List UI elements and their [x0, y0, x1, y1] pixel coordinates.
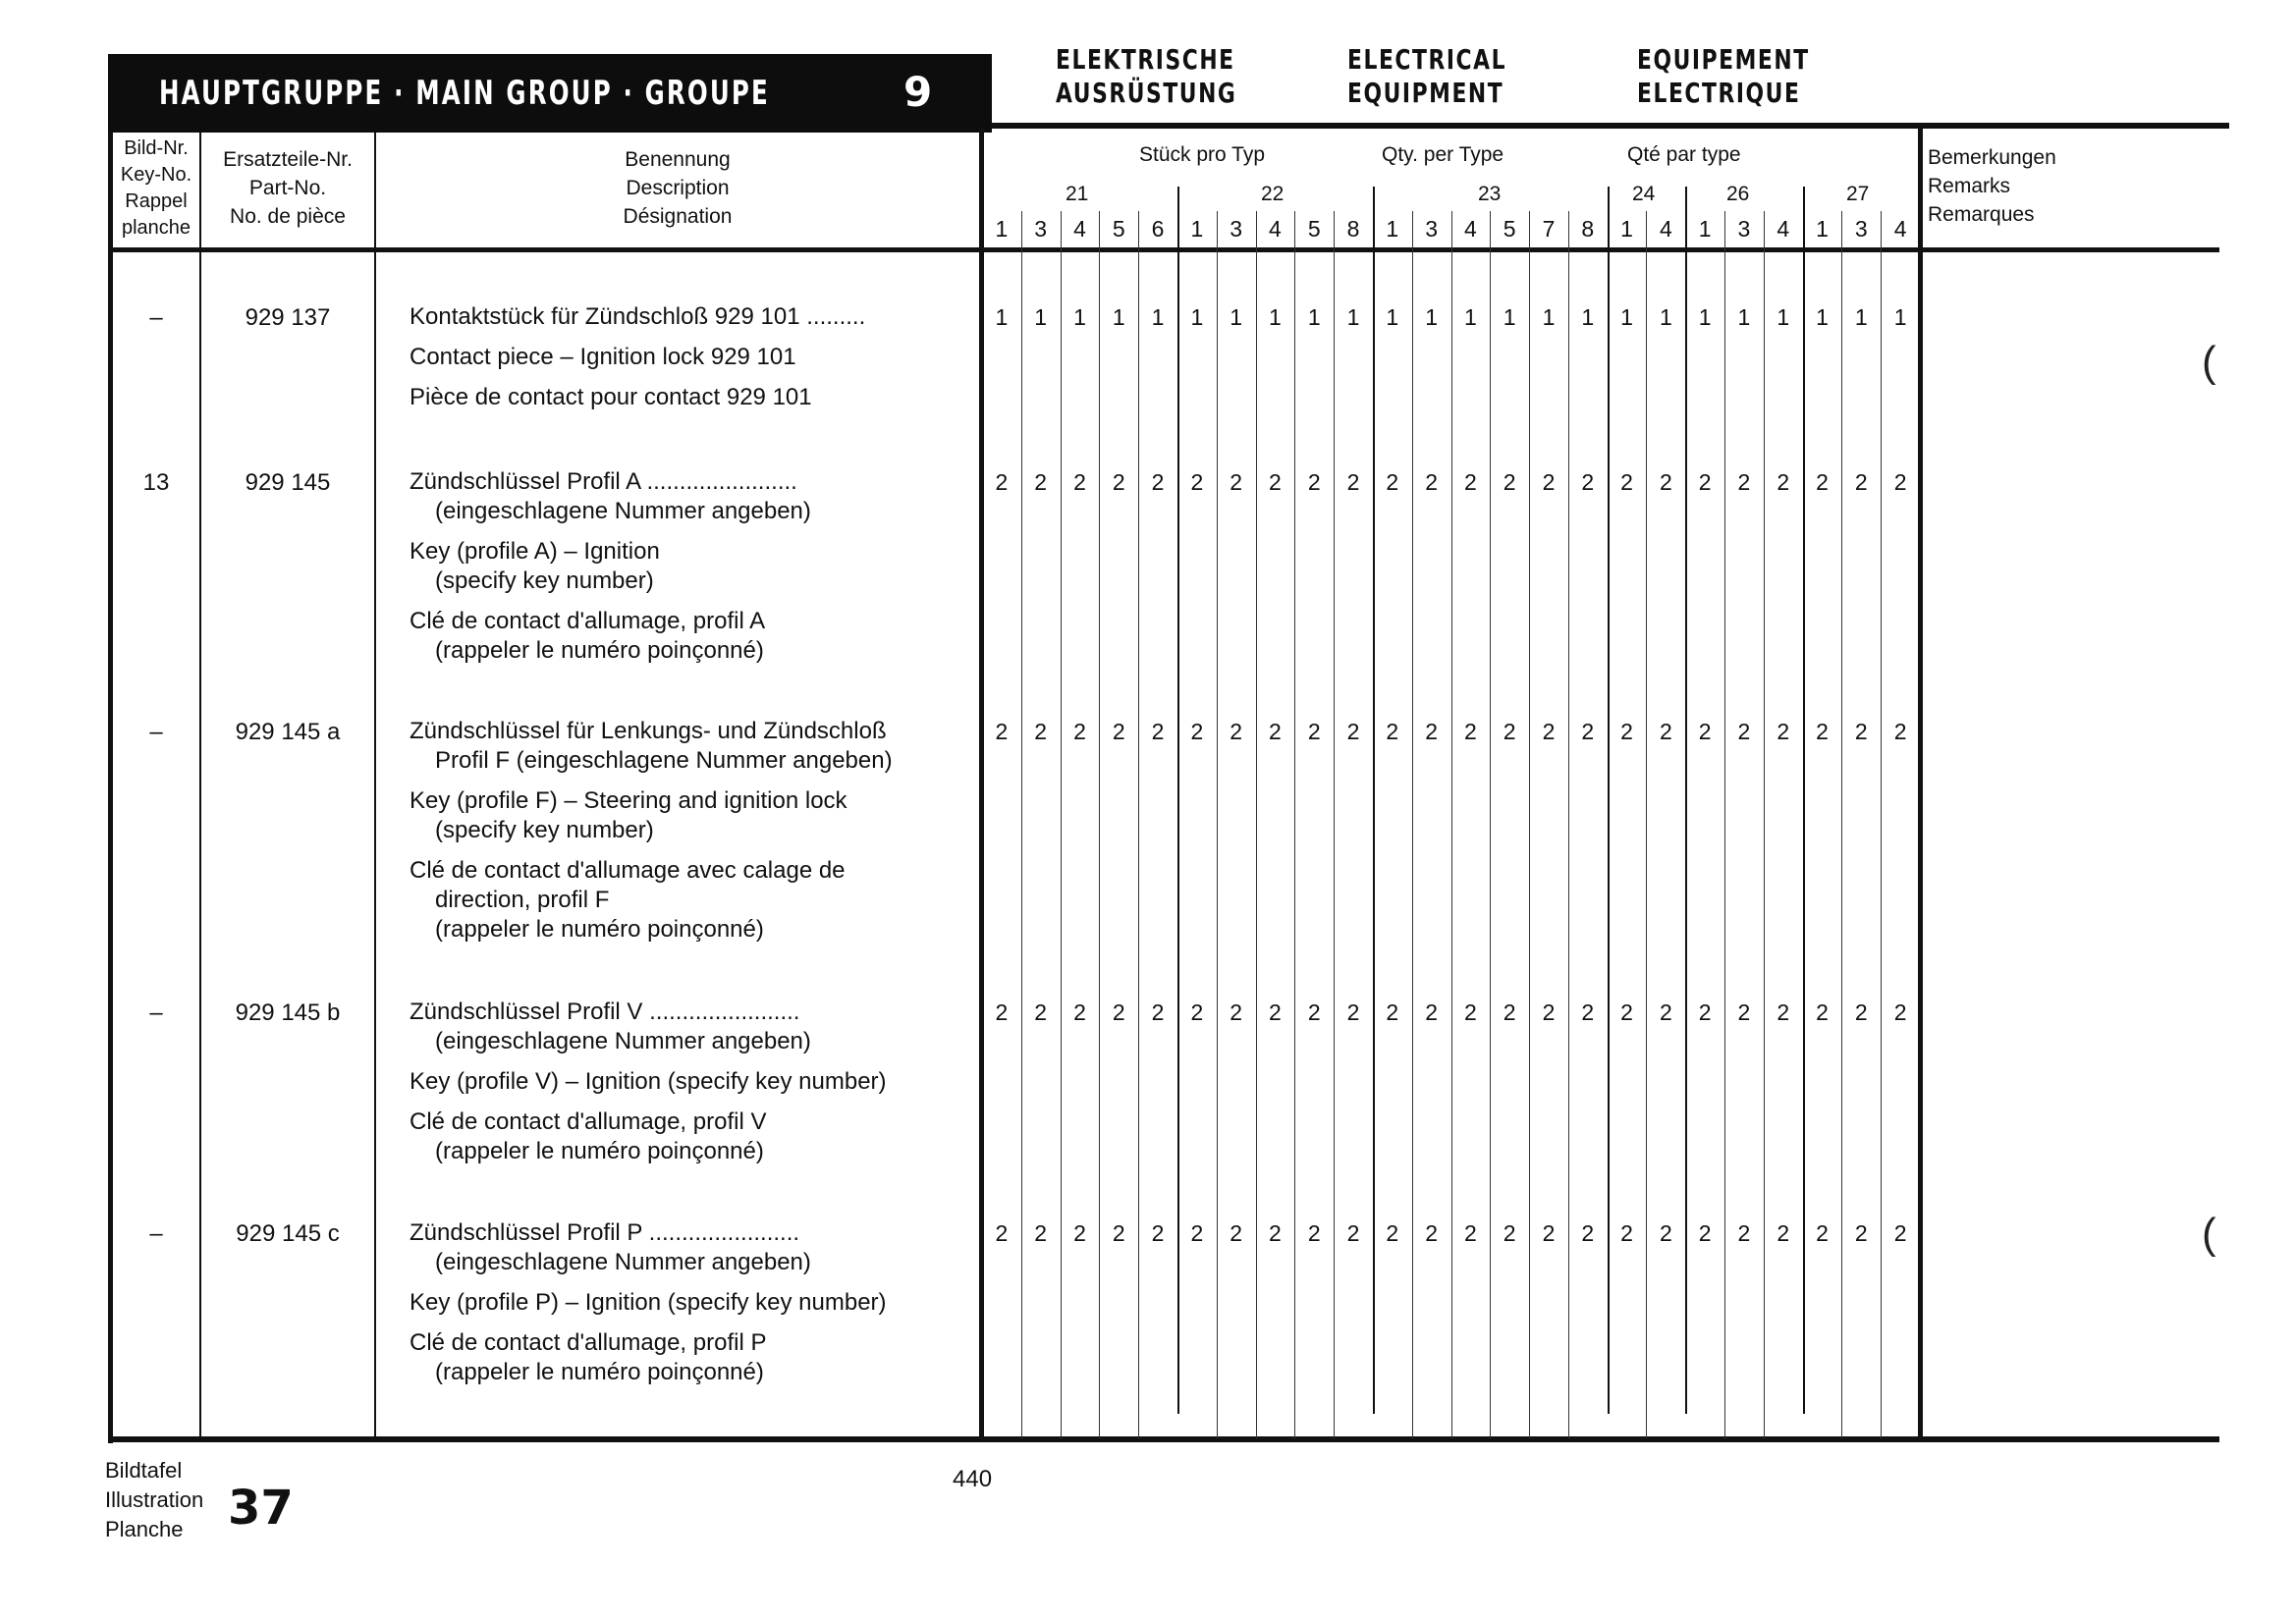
qty-value: 2 [1854, 1220, 1868, 1246]
qty-column-divider [1646, 211, 1647, 1438]
qty-row [982, 469, 1920, 496]
part-no: 929 145 b [235, 999, 341, 1026]
qty-value: 2 [1854, 999, 1868, 1025]
type-variant: 3 [1854, 216, 1868, 242]
plate-labels: Bildtafel Illustration Planche [105, 1458, 204, 1541]
qty-value: 1 [1503, 304, 1516, 330]
qty-value: 2 [1503, 469, 1516, 495]
qty-value: 2 [1151, 1220, 1165, 1246]
header-remarks: Bemerkungen Remarks Remarques [1928, 146, 2056, 226]
qty-value: 1 [1698, 304, 1712, 330]
qty-value: 2 [1425, 999, 1438, 1025]
key-no: – [149, 1220, 163, 1247]
qty-value: 2 [1269, 999, 1282, 1025]
type-variant: 1 [1386, 216, 1399, 242]
qty-value: 2 [1777, 719, 1790, 744]
type-variant: 8 [1346, 216, 1360, 242]
description-line: Zündschlüssel Profil P ....................... [410, 1219, 800, 1246]
qty-value: 2 [1737, 719, 1751, 744]
header-qty-fr: Qté par type [1627, 143, 1741, 166]
description-line: Kontaktstück für Zündschloß 929 101 ......... [410, 303, 866, 330]
qty-value: 2 [1777, 1220, 1790, 1246]
qty-column-divider [1841, 211, 1842, 1438]
qty-value: 2 [1777, 469, 1790, 495]
qty-value: 1 [1542, 304, 1556, 330]
qty-value: 2 [1659, 1220, 1672, 1246]
description-line: (eingeschlagene Nummer angeben) [435, 498, 811, 524]
key-no: 13 [142, 469, 170, 496]
qty-value: 2 [1698, 469, 1712, 495]
qty-value: 2 [1425, 719, 1438, 744]
divider-part-desc [374, 133, 376, 1438]
qty-value: 2 [1307, 719, 1321, 744]
type-variant: 3 [1034, 216, 1048, 242]
header-qty-de: Stück pro Typ [1139, 143, 1266, 166]
qty-value: 2 [1034, 719, 1048, 744]
part-no: 929 145 a [235, 719, 341, 745]
qty-value: 2 [1893, 999, 1907, 1025]
qty-value: 2 [1230, 719, 1243, 744]
description-line: Pièce de contact pour contact 929 101 [410, 384, 812, 410]
description-line: (eingeschlagene Nummer angeben) [435, 1028, 811, 1054]
qty-value: 1 [1854, 304, 1868, 330]
part-description [410, 717, 893, 945]
qty-value: 2 [1190, 999, 1204, 1025]
qty-value: 1 [1269, 304, 1282, 330]
header-qty-en: Qty. per Type [1382, 143, 1504, 166]
type-variant: 1 [1816, 216, 1829, 242]
qty-value: 2 [1737, 999, 1751, 1025]
qty-value: 1 [1151, 304, 1165, 330]
qty-column-divider [1021, 211, 1022, 1438]
qty-row [982, 1220, 1920, 1247]
qty-value: 2 [1816, 999, 1829, 1025]
qty-value: 2 [1073, 469, 1086, 495]
qty-value: 2 [1386, 1220, 1399, 1246]
qty-value: 1 [1893, 304, 1907, 330]
qty-value: 2 [1112, 999, 1125, 1025]
qty-row [982, 999, 1920, 1026]
qty-column-divider [1099, 211, 1100, 1438]
description-line: Clé de contact d'allumage, profil V [410, 1108, 767, 1135]
qty-value: 2 [1034, 469, 1048, 495]
qty-value: 2 [1581, 1220, 1595, 1246]
section-title-de: ELEKTRISCHE AUSRÜSTUNG [1056, 43, 1237, 109]
type-variant: 5 [1112, 216, 1125, 242]
qty-value: 2 [1112, 469, 1125, 495]
qty-value: 2 [1542, 999, 1556, 1025]
qty-column-divider [1334, 211, 1335, 1438]
qty-value: 2 [1307, 1220, 1321, 1246]
qty-value: 2 [1698, 1220, 1712, 1246]
type-variant: 4 [1777, 216, 1790, 242]
type-variant: 4 [1269, 216, 1282, 242]
qty-value: 2 [1463, 1220, 1477, 1246]
qty-value: 1 [1620, 304, 1633, 330]
key-no: – [149, 999, 163, 1026]
type-variant: 4 [1073, 216, 1086, 242]
description-line: (specify key number) [435, 817, 654, 843]
qty-value: 2 [1659, 719, 1672, 744]
section-title-en: ELECTRICAL EQUIPMENT [1347, 43, 1507, 109]
qty-value: 2 [1854, 469, 1868, 495]
qty-value: 2 [1503, 999, 1516, 1025]
header-bottom-rule [108, 247, 2219, 252]
description-line: Key (profile P) – Ignition (specify key number) [410, 1289, 887, 1316]
qty-column-divider [1490, 211, 1491, 1438]
qty-value: 2 [1777, 999, 1790, 1025]
header-part-no: Ersatzteile-Nr. Part-No. No. de pièce [223, 148, 353, 228]
qty-value: 2 [1386, 999, 1399, 1025]
qty-column-divider [1061, 211, 1062, 1438]
qty-value: 2 [1073, 1220, 1086, 1246]
qty-column-divider [1881, 211, 1882, 1438]
qty-value: 2 [1269, 719, 1282, 744]
qty-value: 1 [1346, 304, 1360, 330]
qty-value: 1 [1659, 304, 1672, 330]
description-line: (rappeler le numéro poinçonné) [435, 637, 764, 664]
part-description [410, 998, 887, 1166]
qty-column-divider [1412, 211, 1413, 1438]
main-group-banner [108, 54, 992, 133]
qty-value: 2 [1269, 469, 1282, 495]
qty-value: 2 [1698, 719, 1712, 744]
qty-value: 2 [1854, 719, 1868, 744]
description-line: Zündschlüssel Profil V ....................... [410, 999, 800, 1025]
qty-value: 2 [1816, 719, 1829, 744]
qty-value: 1 [1112, 304, 1125, 330]
qty-value: 1 [1425, 304, 1438, 330]
qty-value: 2 [1425, 1220, 1438, 1246]
qty-value: 2 [1620, 999, 1633, 1025]
banner-title: HAUPTGRUPPE · MAIN GROUP · GROUPE [159, 74, 770, 113]
qty-column-divider [1529, 211, 1530, 1438]
plate-number: 37 [228, 1481, 294, 1536]
qty-value: 2 [1034, 1220, 1048, 1246]
qty-value: 2 [1151, 469, 1165, 495]
qty-value: 2 [1425, 469, 1438, 495]
type-group-23: 23 [1478, 183, 1502, 205]
part-no: 929 137 [245, 304, 331, 331]
type-group-26: 26 [1726, 183, 1750, 205]
qty-value: 2 [1190, 719, 1204, 744]
qty-column-divider [1138, 211, 1139, 1438]
qty-value: 2 [1190, 1220, 1204, 1246]
qty-value: 2 [1581, 469, 1595, 495]
qty-value: 1 [1034, 304, 1048, 330]
qty-value: 2 [1346, 1220, 1360, 1246]
qty-value: 2 [1620, 469, 1633, 495]
qty-value: 2 [1073, 719, 1086, 744]
qty-value: 2 [1542, 719, 1556, 744]
table-bottom-rule [108, 1436, 2219, 1442]
qty-value: 2 [1659, 469, 1672, 495]
qty-row [982, 304, 1920, 331]
type-variant: 3 [1425, 216, 1438, 242]
type-variant: 5 [1307, 216, 1321, 242]
qty-value: 1 [1737, 304, 1751, 330]
qty-value: 2 [1893, 469, 1907, 495]
qty-value: 2 [1893, 719, 1907, 744]
type-group-24: 24 [1632, 183, 1656, 205]
qty-column-divider [1256, 211, 1257, 1438]
type-variant: 4 [1463, 216, 1477, 242]
qty-column-divider [1294, 211, 1295, 1438]
qty-value: 2 [1659, 999, 1672, 1025]
description-line: Key (profile A) – Ignition [410, 538, 660, 565]
qty-value: 2 [1463, 999, 1477, 1025]
qty-value: 2 [1463, 719, 1477, 744]
qty-column-divider [1764, 211, 1765, 1438]
qty-value: 1 [1386, 304, 1399, 330]
qty-value: 2 [1346, 999, 1360, 1025]
qty-value: 2 [1307, 469, 1321, 495]
type-group-27: 27 [1846, 183, 1870, 205]
type-group-21: 21 [1066, 183, 1089, 205]
qty-value: 2 [1112, 1220, 1125, 1246]
qty-value: 1 [1816, 304, 1829, 330]
key-no: – [149, 304, 163, 331]
part-description [410, 1218, 887, 1387]
type-variant: 4 [1659, 216, 1672, 242]
qty-value: 2 [1034, 999, 1048, 1025]
header-key-no: Bild-Nr. Key-No. Rappel planche [120, 137, 192, 239]
qty-value: 2 [1737, 469, 1751, 495]
qty-value: 2 [1269, 1220, 1282, 1246]
description-line: Zündschlüssel Profil A ....................... [410, 468, 797, 495]
description-line: (rappeler le numéro poinçonné) [435, 1359, 764, 1385]
description-line: (specify key number) [435, 567, 654, 594]
description-line: Clé de contact d'allumage, profil A [410, 608, 766, 634]
description-line: Zündschlüssel für Lenkungs- und Zündschloß [410, 718, 887, 744]
qty-value: 2 [1346, 469, 1360, 495]
part-description [410, 467, 811, 666]
type-variant: 4 [1893, 216, 1907, 242]
qty-value: 2 [1737, 1220, 1751, 1246]
type-variant: 3 [1737, 216, 1751, 242]
qty-row [982, 719, 1920, 745]
type-group-22: 22 [1261, 183, 1285, 205]
qty-value: 2 [1503, 1220, 1516, 1246]
type-variant: 1 [1620, 216, 1633, 242]
qty-value: 2 [1151, 999, 1165, 1025]
type-variant: 6 [1151, 216, 1165, 242]
qty-value: 2 [1307, 999, 1321, 1025]
qty-value: 2 [1230, 1220, 1243, 1246]
description-line: Key (profile V) – Ignition (specify key number) [410, 1068, 887, 1095]
qty-value: 2 [1386, 469, 1399, 495]
margin-mark: ( [2202, 1210, 2216, 1258]
qty-value: 1 [1463, 304, 1477, 330]
qty-value: 2 [1816, 1220, 1829, 1246]
description-line: (rappeler le numéro poinçonné) [435, 916, 764, 943]
header-description: Benennung Description Désignation [623, 148, 733, 228]
type-variant: 7 [1542, 216, 1556, 242]
type-variant: 8 [1581, 216, 1595, 242]
qty-value: 2 [995, 719, 1009, 744]
description-line: Key (profile F) – Steering and ignition lock [410, 787, 847, 814]
qty-value: 2 [1893, 1220, 1907, 1246]
qty-value: 2 [995, 999, 1009, 1025]
qty-value: 2 [1190, 469, 1204, 495]
page-number: 440 [953, 1466, 993, 1492]
description-line: Profil F (eingeschlagene Nummer angeben) [435, 747, 893, 774]
qty-column-divider [1724, 211, 1725, 1438]
qty-value: 2 [1581, 999, 1595, 1025]
qty-value: 2 [1073, 999, 1086, 1025]
qty-value: 2 [1386, 719, 1399, 744]
qty-value: 2 [1581, 719, 1595, 744]
part-no: 929 145 [245, 469, 331, 496]
qty-value: 2 [1346, 719, 1360, 744]
section-title-fr: EQUIPEMENT ELECTRIQUE [1637, 43, 1810, 109]
description-line: (eingeschlagene Nummer angeben) [435, 1249, 811, 1275]
type-variant: 3 [1230, 216, 1243, 242]
type-variant: 1 [1190, 216, 1204, 242]
qty-value: 1 [1777, 304, 1790, 330]
margin-mark: ( [2202, 338, 2216, 386]
type-variant: 5 [1503, 216, 1516, 242]
qty-value: 2 [1620, 719, 1633, 744]
qty-value: 2 [995, 1220, 1009, 1246]
qty-column-divider [1217, 211, 1218, 1438]
header-rule [992, 123, 2229, 129]
description-line: direction, profil F [435, 887, 610, 913]
qty-column-divider [1451, 211, 1452, 1438]
qty-value: 1 [1073, 304, 1086, 330]
qty-value: 1 [1581, 304, 1595, 330]
description-line: Clé de contact d'allumage, profil P [410, 1329, 767, 1356]
qty-value: 2 [1151, 719, 1165, 744]
qty-value: 2 [1620, 1220, 1633, 1246]
qty-value: 1 [1307, 304, 1321, 330]
qty-value: 2 [1230, 469, 1243, 495]
description-line: Contact piece – Ignition lock 929 101 [410, 344, 796, 370]
qty-column-divider [1568, 211, 1569, 1438]
group-number: 9 [903, 68, 933, 116]
qty-value: 2 [1463, 469, 1477, 495]
qty-value: 2 [995, 469, 1009, 495]
qty-value: 1 [995, 304, 1009, 330]
description-line: (rappeler le numéro poinçonné) [435, 1138, 764, 1164]
qty-value: 2 [1230, 999, 1243, 1025]
qty-value: 2 [1542, 469, 1556, 495]
part-no: 929 145 c [236, 1220, 340, 1247]
qty-value: 2 [1542, 1220, 1556, 1246]
qty-value: 1 [1190, 304, 1204, 330]
part-description [410, 302, 865, 412]
qty-value: 2 [1503, 719, 1516, 744]
qty-value: 1 [1230, 304, 1243, 330]
type-variant: 1 [1698, 216, 1712, 242]
description-line: Clé de contact d'allumage avec calage de [410, 857, 846, 884]
type-variant: 1 [995, 216, 1009, 242]
qty-value: 2 [1698, 999, 1712, 1025]
qty-value: 2 [1112, 719, 1125, 744]
key-no: – [149, 719, 163, 745]
qty-value: 2 [1816, 469, 1829, 495]
